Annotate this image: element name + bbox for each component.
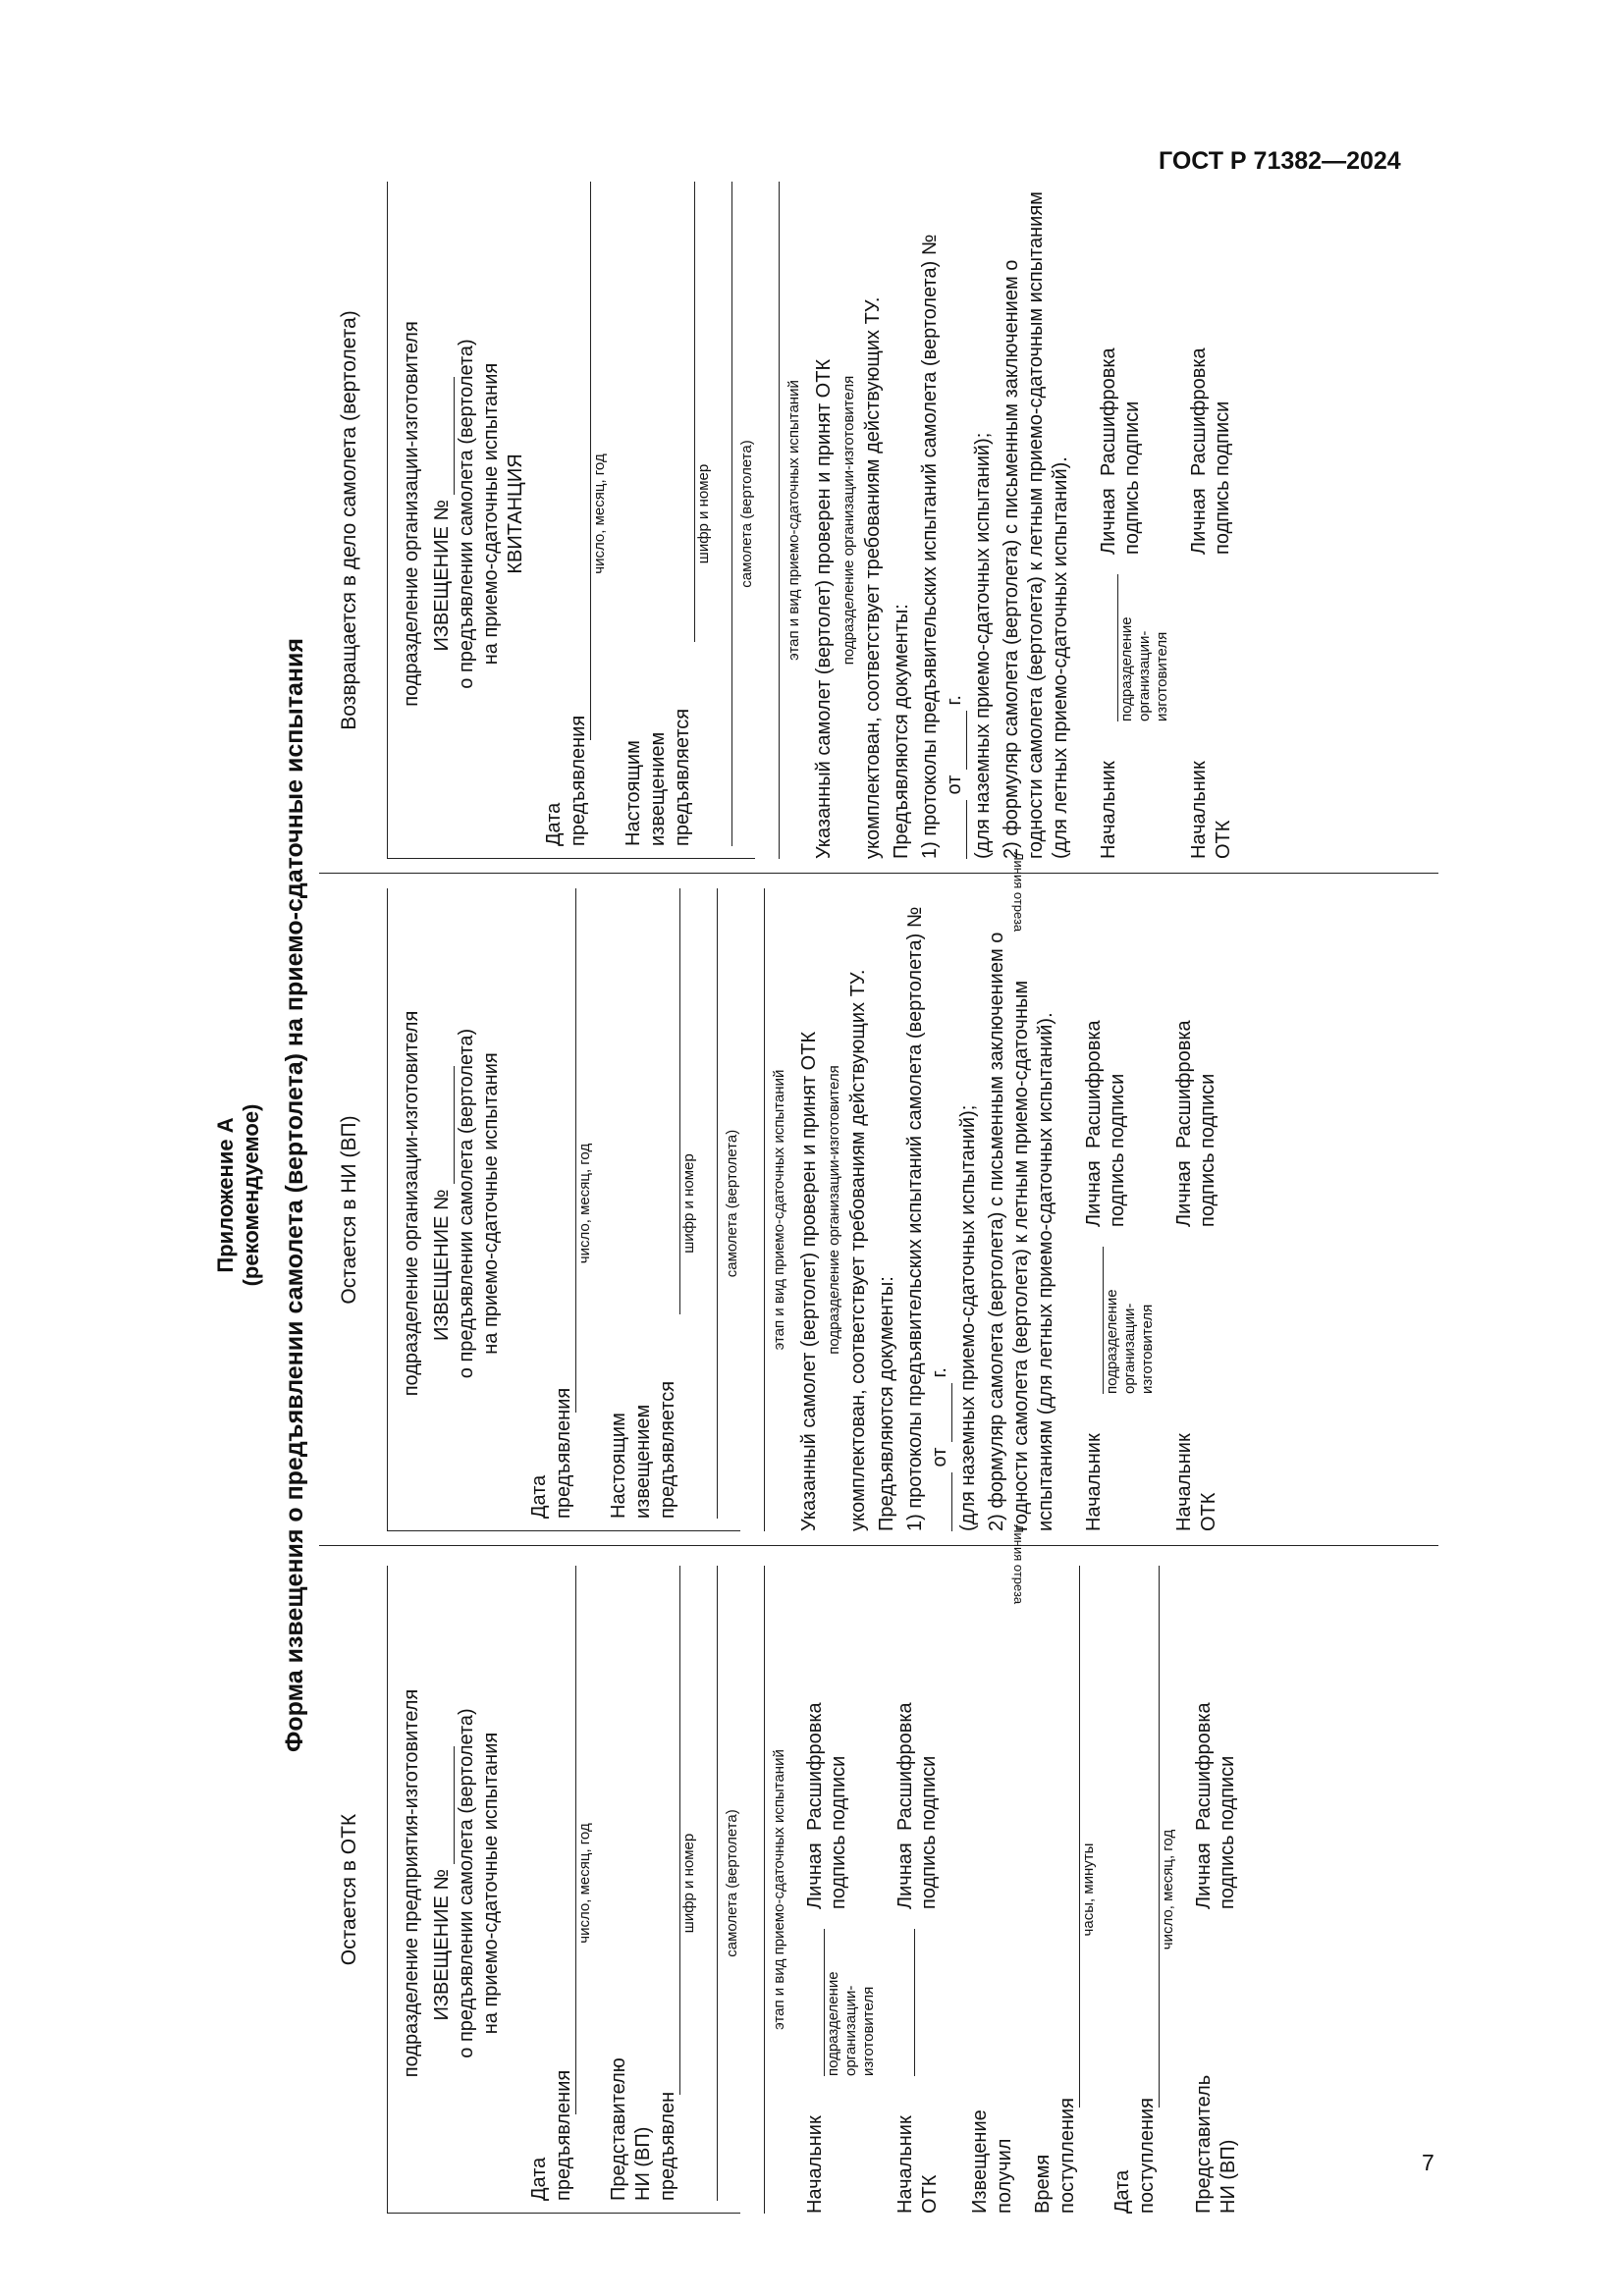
- otk-date-label: Дата предъявления: [528, 2069, 574, 2201]
- receipt-sign-caption: Личная подпись: [1098, 480, 1143, 555]
- ni-doc1-text: 1) протоколы предъявительских испытаний самолета (вертолета) №: [904, 906, 926, 1531]
- receipt-notice-label: ИЗВЕЩЕНИЕ №: [431, 500, 453, 652]
- rotated-form-sheet: [211, 167, 1438, 2223]
- otk-time-caption: часы, минуты: [1080, 1842, 1097, 1937]
- otk-decode-caption-3: Расшифровка подписи: [1193, 1702, 1238, 1831]
- ni-doc2-text: 2) формуляр самолета (вертолета) с письменным заключением о годности самолета (вертолета) к летным приемо-сдаточным испытаниям (для летных приемо-сдаточных испытаний).: [986, 932, 1056, 1531]
- ni-dept-caption-2: подразделение организации-изготовителя: [1104, 1289, 1156, 1394]
- appendix-status: (рекомендуемое): [239, 1103, 263, 1287]
- ni-decode-caption: Расшифровка подписи: [1083, 1020, 1128, 1148]
- receipt-decode-caption: Расшифровка подписи: [1098, 347, 1143, 476]
- receipt-kvit: КВИТАНЦИЯ: [505, 454, 526, 574]
- receipt-present-label: Настоящим извещением предъявляется: [623, 708, 693, 846]
- otk-sign-caption-2: Личная подпись: [894, 1835, 940, 1909]
- receipt-year-label: г.: [944, 695, 965, 706]
- otk-dept-caption: подразделение организации-изготовителя: [825, 1971, 877, 2076]
- otk-rep-sig-label: Представитель НИ (ВП): [1193, 2074, 1239, 2214]
- ni-sign-caption: Личная подпись: [1083, 1152, 1128, 1227]
- otk-org-caption: подразделение предприятия-изготовителя: [401, 1688, 422, 2078]
- receipt-checked-text: Указанный самолет (вертолет) проверен и принят ОТК: [813, 358, 835, 859]
- ni-decode-caption-2: Расшифровка подписи: [1173, 1020, 1218, 1148]
- receipt-decode-caption-2: Расшифровка подписи: [1188, 347, 1233, 476]
- ni-checked-text: Указанный самолет (вертолет) проверен и принят ОТК: [798, 1031, 820, 1531]
- receipt-date-label: Дата предъявления: [543, 715, 589, 846]
- ni-docs-label: Предъявляются документы:: [876, 1276, 897, 1531]
- ni-dept-caption: подразделение организации-изготовителя: [826, 1065, 842, 1355]
- receipt-about-1: о предъявлении самолета (вертолета): [456, 339, 477, 689]
- otk-time-label: Время поступления: [1032, 2097, 1078, 2214]
- otk-about-1: о предъявлении самолета (вертолета): [456, 1708, 477, 2058]
- cut-line-2: [319, 873, 1438, 874]
- cut-line-label-1: Линия отреза: [1011, 1524, 1026, 1605]
- receipt-complete-text: укомплектован, соответствует требованиям действующих ТУ.: [862, 296, 884, 859]
- ni-stage-caption: этап и вид приемо-сдаточных испытаний: [771, 1069, 787, 1351]
- otk-code-caption: шифр и номер: [680, 1833, 697, 1934]
- receipt-head-otk-label: Начальник ОТК: [1188, 761, 1234, 859]
- ni-aircraft-caption: самолета (вертолета): [724, 1129, 740, 1278]
- receipt-docs-label: Предъявляются документы:: [891, 604, 912, 859]
- receipt-doc1b-text: (для наземных приемо-сдаточных испытаний);: [972, 432, 994, 859]
- ni-about-1: о предъявлении самолета (вертолета): [456, 1028, 477, 1379]
- otk-received-label: Извещение получил: [969, 2109, 1015, 2214]
- otk-heading: Остается в ОТК: [338, 1813, 360, 1966]
- receipt-doc1-text: 1) протоколы предъявительских испытаний самолета (вертолета) №: [919, 234, 941, 859]
- receipt-heading: Возвращается в дело самолета (вертолета): [338, 310, 360, 730]
- otk-sign-caption-3: Личная подпись: [1193, 1835, 1238, 1909]
- otk-head-label: Начальник: [804, 2115, 826, 2214]
- otk-column: [319, 1566, 1438, 2214]
- receipt-doc2-text: 2) формуляр самолета (вертолета) с письменным заключением о годности самолета (вертолета) к летным приемо-сдаточным испытаниям (для летных приемо-сдаточных испытаний).: [1001, 191, 1071, 859]
- receipt-sign-caption-2: Личная подпись: [1188, 480, 1233, 555]
- otk-rep-label: Представителю НИ (ВП) предъявлен: [608, 2057, 678, 2201]
- receipt-dept-caption-2: подразделение организации-изготовителя: [1118, 616, 1170, 721]
- receipt-stage-caption: этап и вид приемо-сдаточных испытаний: [785, 380, 802, 661]
- otk-notice-label: ИЗВЕЩЕНИЕ №: [431, 1869, 453, 2021]
- otk-date-recv-caption: число, месяц, год: [1160, 1829, 1176, 1950]
- receipt-head-label: Начальник: [1098, 761, 1119, 859]
- cut-line-label-2: Линия отреза: [1011, 852, 1026, 933]
- ni-sign-caption-2: Личная подпись: [1173, 1152, 1218, 1227]
- ni-column: [319, 888, 1438, 1531]
- ni-from-label: от: [929, 1447, 950, 1468]
- receipt-column: [319, 182, 1438, 859]
- form-title: Форма извещения о предъявлении самолета (вертолета) на приемо-сдаточные испытания: [281, 638, 308, 1752]
- otk-about-2: на приемо-сдаточные испытания: [480, 1732, 502, 2035]
- ni-date-label: Дата предъявления: [528, 1387, 574, 1519]
- cut-line-1: [319, 1545, 1438, 1546]
- otk-sign-caption: Личная подпись: [804, 1835, 849, 1909]
- otk-date-recv-label: Дата поступления: [1111, 2097, 1158, 2214]
- otk-aircraft-caption: самолета (вертолета): [724, 1809, 740, 1957]
- otk-head-otk-label: Начальник ОТК: [894, 2115, 941, 2214]
- appendix-title: Приложение А: [213, 1117, 238, 1273]
- ni-org-caption: подразделение организации-изготовителя: [401, 1010, 422, 1397]
- receipt-dept-caption: подразделение организации-изготовителя: [840, 375, 857, 666]
- otk-decode-caption-2: Расшифровка подписи: [894, 1702, 940, 1831]
- receipt-aircraft-caption: самолета (вертолета): [738, 440, 755, 588]
- ni-doc1b-text: (для наземных приемо-сдаточных испытаний);: [957, 1104, 979, 1531]
- ni-date-caption: число, месяц, год: [576, 1143, 593, 1264]
- title-block: [211, 167, 309, 2223]
- ni-notice-label: ИЗВЕЩЕНИЕ №: [431, 1189, 453, 1341]
- otk-stage-caption: этап и вид приемо-сдаточных испытаний: [771, 1749, 787, 2030]
- otk-decode-caption: Расшифровка подписи: [804, 1702, 849, 1831]
- ni-head-otk-label: Начальник ОТК: [1173, 1433, 1219, 1531]
- receipt-code-caption: шифр и номер: [695, 463, 712, 564]
- receipt-date-caption: число, месяц, год: [591, 454, 608, 574]
- page-number: 7: [1422, 2150, 1435, 2175]
- ni-code-caption: шифр и номер: [680, 1153, 697, 1254]
- ni-about-2: на приемо-сдаточные испытания: [480, 1052, 502, 1355]
- document-code: ГОСТ Р 71382—2024: [1159, 147, 1401, 175]
- ni-complete-text: укомплектован, соответствует требованиям действующих ТУ.: [847, 969, 869, 1531]
- ni-heading: Остается в НИ (ВП): [338, 1115, 360, 1305]
- ni-present-label: Настоящим извещением предъявляется: [608, 1380, 678, 1519]
- otk-date-caption: число, месяц, год: [576, 1823, 593, 1944]
- receipt-from-label: от: [944, 774, 965, 795]
- receipt-about-2: на приемо-сдаточные испытания: [480, 362, 502, 666]
- receipt-org-caption: подразделение организации-изготовителя: [401, 321, 422, 707]
- ni-year-label: г.: [929, 1367, 950, 1378]
- ni-head-label: Начальник: [1083, 1433, 1105, 1531]
